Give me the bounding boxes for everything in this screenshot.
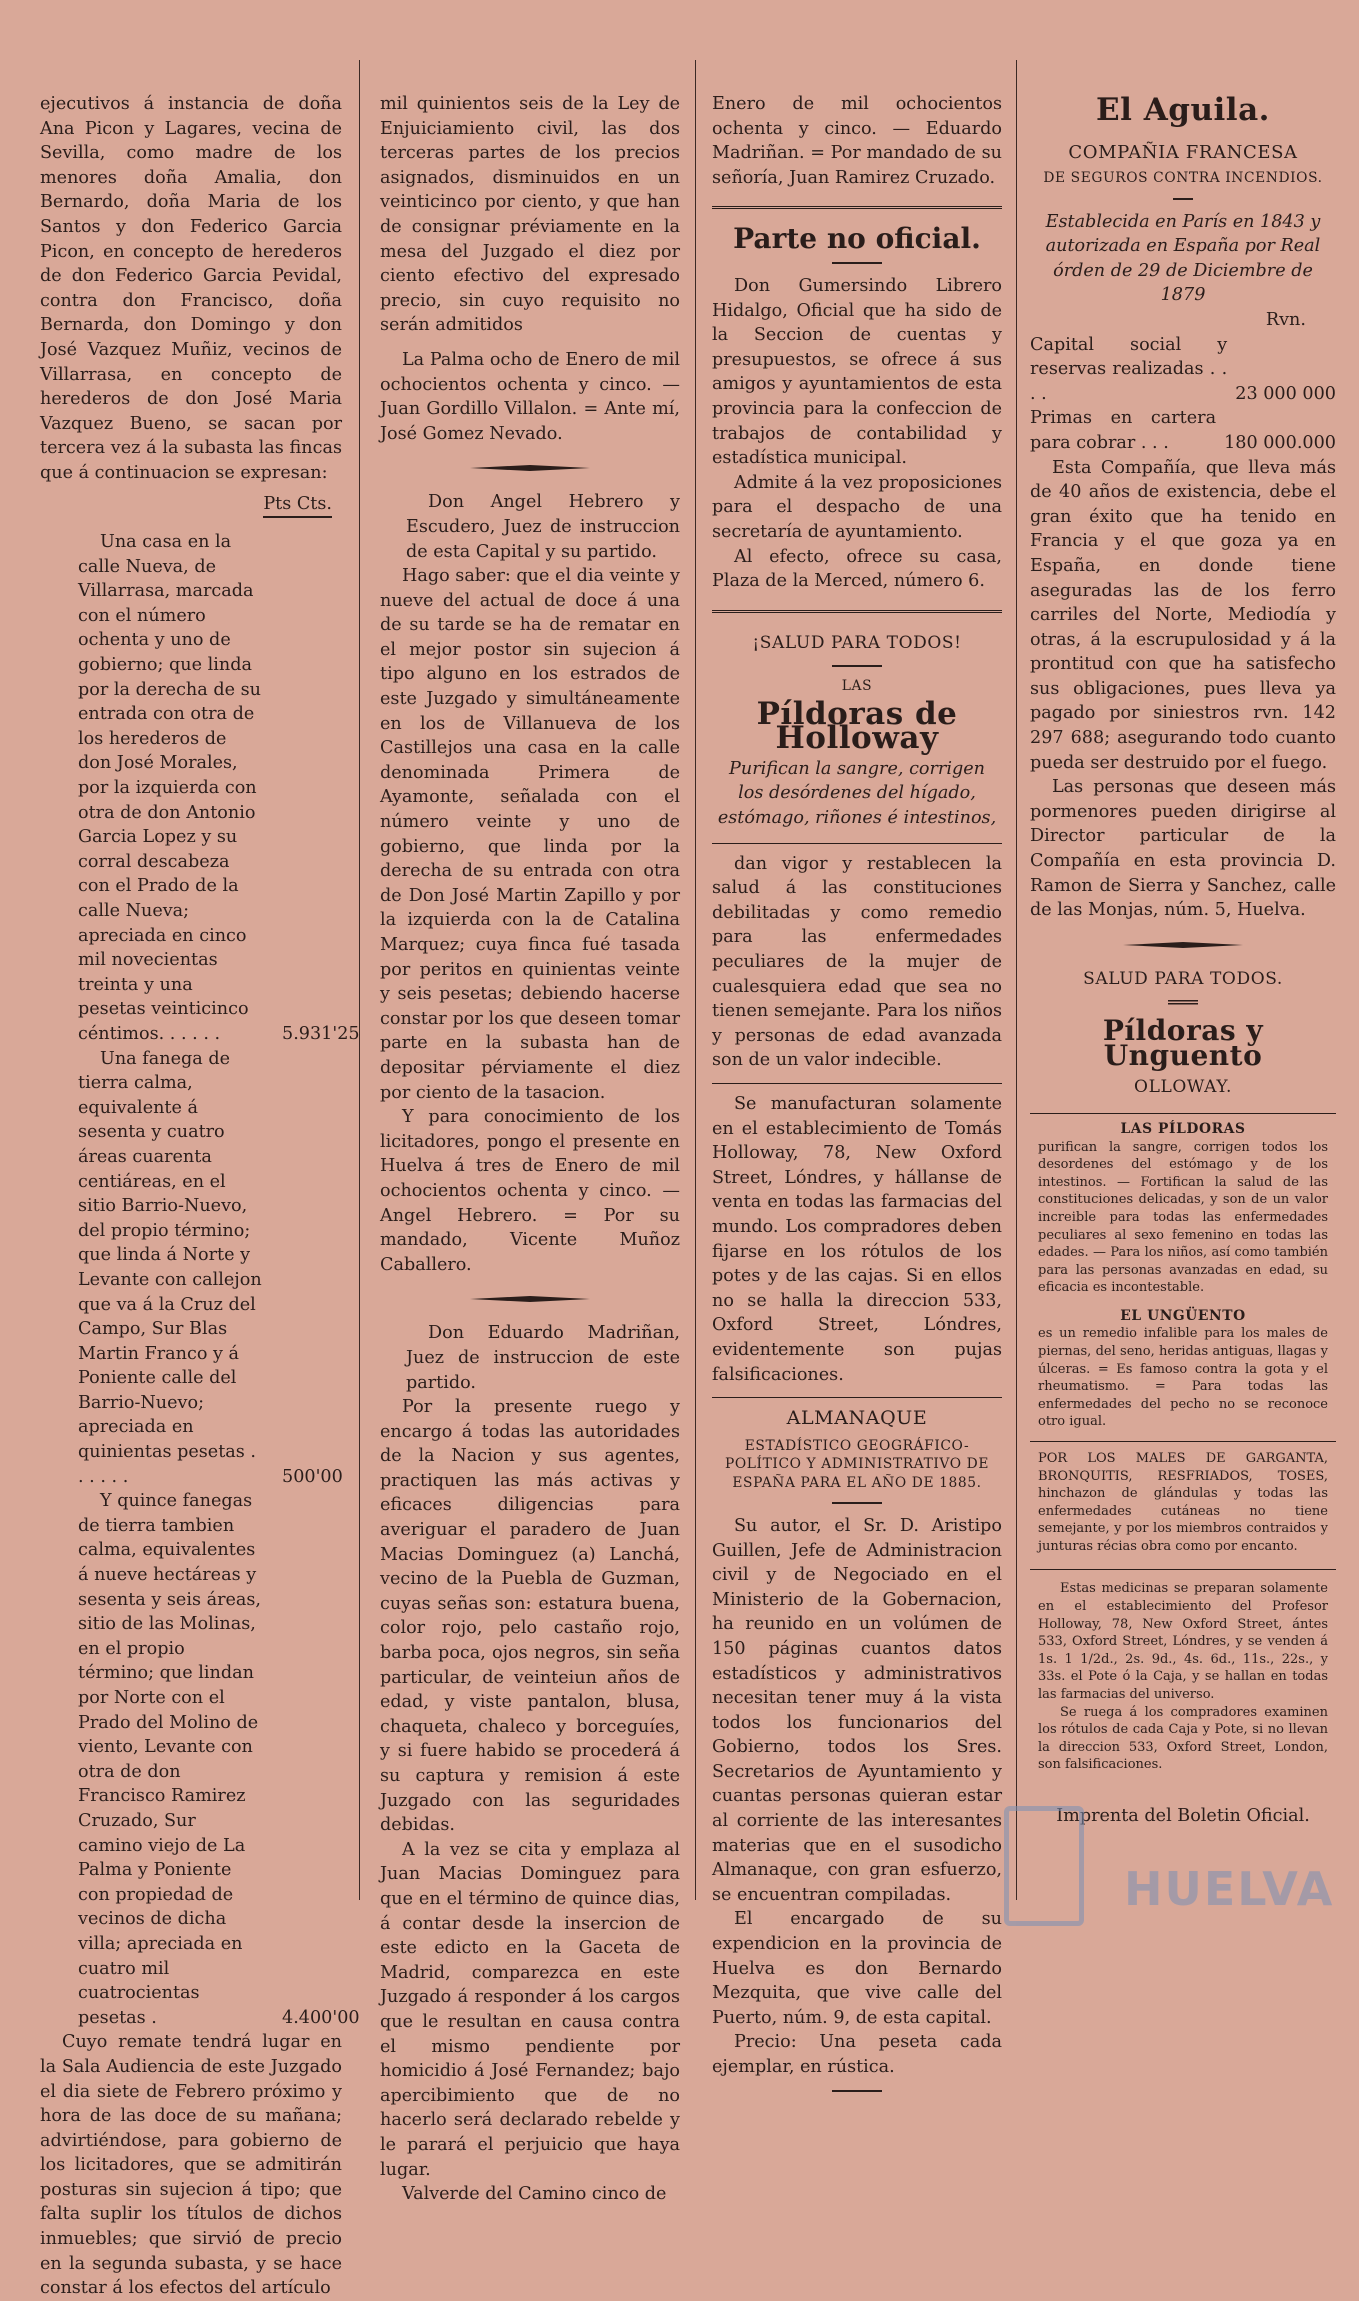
library-stamp — [1004, 1856, 1334, 1916]
ad-body: es un remedio infalible para los males de piernas, del seno, heridas antiguas, llagas y úlceras. = Es famoso contra la gota y el rheumatismo. = Para todas las enfermedades del pecho no se reconoce otro igual. — [1038, 1326, 1328, 1430]
auction-intro: ejecutivos á instancia de doña Ana Picon y Lagares, vecina de Sevilla, como madre de los menores doña Amalia, don Bernardo, doña Maria de los Santos y don Federico Garcia Picon, en concepto de herederos de don Federico Garcia Pevidal, contra don Francisco, doña Bernarda, don Domingo y don José Vazquez Muñiz, vecinos de Villarrasa, en concepto de herederos de don José Maria Vazquez Bueno, se sacan por tercera vez á la subasta las fincas que á continuacion se expresan: — [40, 94, 342, 483]
ad-subtitle: OLLOWAY. — [1134, 1076, 1232, 1097]
section-rule — [1030, 1569, 1336, 1570]
entry-text: Una fanega de tierra calma, equivalente á sesenta y cuatro áreas cuarenta centiáreas, en el sitio Barrio-Nuevo, del propio término; que linda á Norte y Levante con callejon que va á la Cruz del Campo, Sur Blas Martin Franco y á Poniente calle del Barrio-Nuevo; apreciada en quinientas pesetas . . . . . . — [78, 1048, 262, 1487]
ornament-rule — [1158, 999, 1208, 1005]
auction-entry — [78, 1489, 360, 2030]
currency-label: Rvn. — [1265, 309, 1306, 330]
notice-continuation: Valverde del Camino cinco de — [402, 2184, 667, 2205]
entry-text: Y quince fanegas de tierra tambien calma, equivalentes á nueve hectáreas y sesenta y seis áreas, sitio de las Molinas, en el propio término; que lindan por Norte con el Prado del Molino de viento, Levante con otra de don Francisco Ramirez Cruzado, Sur camino viejo de La Palma y Poniente con propiedad de vecinos de dicha villa; apreciada en cuatro mil cuatrocientas pesetas . — [78, 1491, 262, 2028]
ad-body: Las personas que deseen más pormenores pueden dirigirse al Director particular de la Compañía en esta provincia D. Ramon de Sierra y Sanchez, calle de las Monjas, núm. 5, Huelva. — [1030, 777, 1336, 921]
ad-body: Se manufacturan solamente en el establecimiento de Tomás Holloway, 78, New Oxford Street, Lóndres, y hállanse de venta en todas las farmacias del mundo. Los compradores deben fijarse en los rótulos de los potes y de las cajas. Si en ellos no se halla la direccion 533, Oxford Street, Lóndres, evidentemente son pujas falsificaciones. — [712, 1094, 1002, 1385]
ad-subtitle: Purifican la sangre, corrigen los desórdenes del hígado, estómago, riñones é intestinos, — [717, 758, 997, 829]
ad-body: Esta Compañía, que lleva más de 40 años de existencia, debe el gran éxito que ha tenido en Francia y el que goza ya en España, en donde tiene aseguradas las de los ferro carriles del Norte, Mediodía y otras, á la escrupulosidad y á la prontitud con que ha satisfecho sus obligaciones, pues lleva ya pagado por siniestros rvn. 142 297 688; asegurando todo cuanto pueda ser destruido por el fuego. — [1030, 457, 1336, 773]
capital-value: 23 000 000 — [1235, 383, 1336, 404]
capital-row — [1030, 333, 1336, 407]
ad-body: POR LOS MALES DE GARGANTA, BRONQUITIS, RESFRIADOS, TOSES, hinchazon de glándulas y todas las enfermedades cutáneas no tiene semejante, y por los miembros contraidos y junturas récias obra como por encanto. — [1038, 1450, 1328, 1554]
ad-body: Al efecto, ofrece su casa, Plaza de la Merced, número 6. — [712, 546, 1002, 592]
ad-title: Píldoras y Unguento — [1102, 1014, 1264, 1072]
ornament-rule — [470, 464, 590, 472]
price-column-header: Pts Cts. — [40, 492, 332, 517]
primas-row — [1030, 406, 1336, 455]
column-4 — [1030, 92, 1336, 1890]
company-name: COMPAÑIA FRANCESA — [1068, 141, 1298, 163]
ornament-rule — [1158, 196, 1208, 202]
ad-kicker: ¡SALUD PARA TODOS! — [752, 632, 962, 653]
notice-heading: Don Angel Hebrero y Escudero, Juez de instruccion de esta Capital y su partido. — [406, 492, 680, 562]
ad-kicker: EL UNGÜENTO — [1120, 1307, 1246, 1324]
column-2 — [380, 92, 680, 2205]
notice-body: A la vez se cita y emplaza al Juan Macias Dominguez para que en el término de quince dias, á contar desde la insercion de este edicto en la Gaceta de Madrid, comparezca en este Juzgado á responder á los cargos que le resultan en causa contra el mismo pendiente por homicidio á José Fernandez; bajo apercibimiento que de no hacerlo será declarado rebelde y le parará el perjuicio que haya lugar. — [380, 1839, 680, 2180]
section-rule — [712, 843, 1002, 844]
section-rule — [1030, 1113, 1336, 1114]
ad-kicker: LAS PÍLDORAS — [1120, 1121, 1246, 1138]
column-rule — [359, 60, 360, 1900]
ad-kicker: SALUD PARA TODOS. — [1083, 968, 1283, 989]
notice-heading: Don Eduardo Madriñan, Juez de instruccion de este partido. — [406, 1323, 680, 1393]
notice-signature: La Palma ocho de Enero de mil ochocientos ochenta y cinco. —Juan Gordillo Villalon. = Ante mí, José Gomez Nevado. — [380, 349, 680, 444]
seal-icon — [1004, 1806, 1084, 1926]
notice-signature: Y para conocimiento de los licitadores, pongo el presente en Huelva á tres de Enero de mil ochocientos ochenta y cinco. — Angel Hebrero. = Por su mandado, Vicente Muñoz Caballero. — [380, 1107, 680, 1275]
section-title: Parte no oficial. — [733, 222, 981, 256]
ad-body: purifican la sangre, corrigen todos los desordenes del estómago y de los intestinos. — Fortifican la salud de las constituciones delicadas, y son de un valor increible para todas las enfermedades peculiares al sexo femenino en todas las edades. — Para los niños, así como también para las personas avanzadas en edad, su eficacia es incontestable. — [1038, 1139, 1328, 1296]
ad-body: Precio: Una peseta cada ejemplar, en rústica. — [712, 2032, 1002, 2077]
entry-text: Una casa en la calle Nueva, de Villarrasa, marcada con el número ochenta y uno de gobierno; que linda por la derecha de su entrada con otra de los herederos de don José Morales, por la izquierda con otra de don Antonio Garcia Lopez y su corral descabeza con el Prado de la calle Nueva; apreciada en cinco mil novecientas treinta y una pesetas veinticinco céntimos. . . . . . — [78, 532, 261, 1044]
entry-price: 500'00 — [282, 1466, 343, 1487]
ornament-rule — [1123, 941, 1243, 949]
company-subtitle: DE SEGUROS CONTRA INCENDIOS. — [1043, 170, 1323, 187]
notice-continuation: Enero de mil ochocientos ochenta y cinco. — Eduardo Madriñan. = Por mandado de su señoría, Juan Ramirez Cruzado. — [712, 94, 1002, 188]
ad-subtitle: ESTADÍSTICO GEOGRÁFICO-POLÍTICO Y ADMINISTRATIVO DE ESPAÑA PARA EL AÑO DE 1885. — [725, 1437, 989, 1491]
section-rule — [712, 1397, 1002, 1398]
ornament-rule — [832, 2088, 882, 2094]
ornament-rule — [832, 260, 882, 266]
notice-body: Hago saber: que el dia veinte y nueve del actual de doce á una de su tarde se ha de rematar en el mejor postor sin sujecion á tipo alguno en los estrados de este Juzgado y simultáneamente en los de Villanueva de los Castillejos una casa en la calle denominada Primera de Ayamonte, señalada con el número veinte y uno de gobierno, que linda por la derecha de su entrada con otra de Don José Martin Zapillo y por la izquierda con la de Catalina Marquez; cuya finca fué tasada por peritos en quinientas veinte y seis pesetas; debiendo hacerse constar por los que deseen tomar parte en la subasta han de depositar pérviamente el diez por ciento de la tasacion. — [380, 566, 680, 1103]
ornament-rule — [832, 663, 882, 669]
entry-price: 5.931'25 — [282, 1023, 360, 1044]
ad-body: El encargado de su expendicion en la provincia de Huelva es don Bernardo Mezquita, que vive calle del Puerto, núm. 9, de esta capital. — [712, 1909, 1002, 2028]
capital-label: Capital social y reservas realizadas . . . . — [1030, 334, 1228, 404]
notice-continuation: mil quinientos seis de la Ley de Enjuiciamiento civil, las dos terceras partes de los precios asignados, disminuidos en un veinticinco por ciento, y que han de consignar préviamente en la mesa del Juzgado el diez por ciento efectivo del expresado precio, sin cuyo requisito no serán admitidos — [380, 94, 680, 336]
ad-body: Se ruega á los compradores examinen los rótulos de cada Caja y Pote, si no llevan la direccion 533, Oxford Street, London, son falsificaciones. — [1038, 1704, 1328, 1773]
ornament-rule — [832, 1500, 882, 1506]
primas-value: 180 000.000 — [1224, 432, 1336, 453]
printer-imprint: Imprenta del Boletin Oficial. — [1056, 1806, 1310, 1826]
primas-label: Primas en cartera para cobrar . . . — [1030, 408, 1217, 453]
auction-entry — [78, 1047, 343, 1490]
stamp-text: HUELVA — [1124, 1862, 1335, 1916]
column-3 — [712, 92, 1002, 2077]
column-1 — [40, 92, 360, 2299]
ornament-rule — [470, 1295, 590, 1303]
company-established: Establecida en París en 1843 y autorizada en España por Real órden de 29 de Diciembre de 1879 — [1045, 211, 1321, 306]
auction-entry — [78, 530, 360, 1046]
section-rule — [712, 206, 1002, 209]
ad-title: El Aguila. — [1096, 92, 1270, 128]
ad-kicker: LAS — [841, 678, 873, 695]
entry-price: 4.400'00 — [282, 2007, 360, 2028]
ad-body: Estas medicinas se preparan solamente en el establecimiento del Profesor Holloway, 78, New Oxford Street, ántes 533, Oxford Street, Lóndres, y se venden á 1s. 1 1/2d., 2s. 9d., 4s. 6d., 11s., 22s., y 33s. el Pote ó la Caja, y se hallan en todas las farmacias del universo. — [1038, 1581, 1328, 1703]
ad-title: Píldoras de Holloway — [756, 695, 958, 757]
ad-body: Don Gumersindo Librero Hidalgo, Oficial que ha sido de la Seccion de cuentas y presupuestos, se ofrece á sus amigos y ayuntamientos de esta provincia para la confeccion de trabajos de contabilidad y estadística municipal. — [712, 275, 1002, 469]
section-rule — [1030, 1441, 1336, 1442]
column-rule — [695, 60, 696, 1900]
ad-body: Su autor, el Sr. D. Aristipo Guillen, Jefe de Administracion civil y de Negociado en el Ministerio de la Gobernacion, ha reunido en un volúmen de 150 páginas cuantos datos estadísticos y administrativos necesitan tener muy á la vista todos los funcionarios del Gobierno, todos los Sres. Secretarios de Ayuntamiento y cuantas personas quieran estar al corriente de las interesantes materias que en el susodicho Almanaque, con gran esfuerzo, se encuentran compiladas. — [712, 1515, 1002, 1905]
notice-body: Por la presente ruego y encargo á todas las autoridades de la Nacion y sus agentes, practiquen las más activas y eficaces diligencias para averiguar el paradero de Juan Macias Dominguez (a) Lanchá, vecino de la Puebla de Guzman, cuyas señas son: estatura buena, color rojo, pelo castaño rojo, barba poca, ojos negros, sin seña particular, de veinteiun años de edad, y viste pantalon, blusa, chaqueta, chaleco y borceguíes, y si fuere habido se procederá á su captura y remision á este Juzgado con las seguridades debidas. — [380, 1397, 680, 1836]
section-rule — [712, 610, 1002, 613]
ad-body: Admite á la vez proposiciones para el despacho de una secretaría de ayuntamiento. — [712, 472, 1002, 542]
ad-title: ALMANAQUE — [786, 1407, 928, 1430]
auction-closing: Cuyo remate tendrá lugar en la Sala Audiencia de este Juzgado el dia siete de Febrero próximo y hora de las doce de su mañana; advirtiéndose, para gobierno de los licitadores, que se admitirán posturas sin sujecion á tipo; que falta suplir los títulos de dichos inmuebles; que sirvió de precio en la segunda subasta, y se hace constar á los efectos del artículo — [40, 2032, 342, 2299]
column-rule — [1016, 60, 1017, 1900]
section-rule — [712, 1083, 1002, 1084]
ad-body: dan vigor y restablecen la salud á las constituciones debilitadas y como remedio para las enfermedades peculiares de la mujer de cualesquiera edad que sea no tienen semejante. Para los niños y personas de edad avanzada son de un valor indecible. — [712, 853, 1002, 1071]
